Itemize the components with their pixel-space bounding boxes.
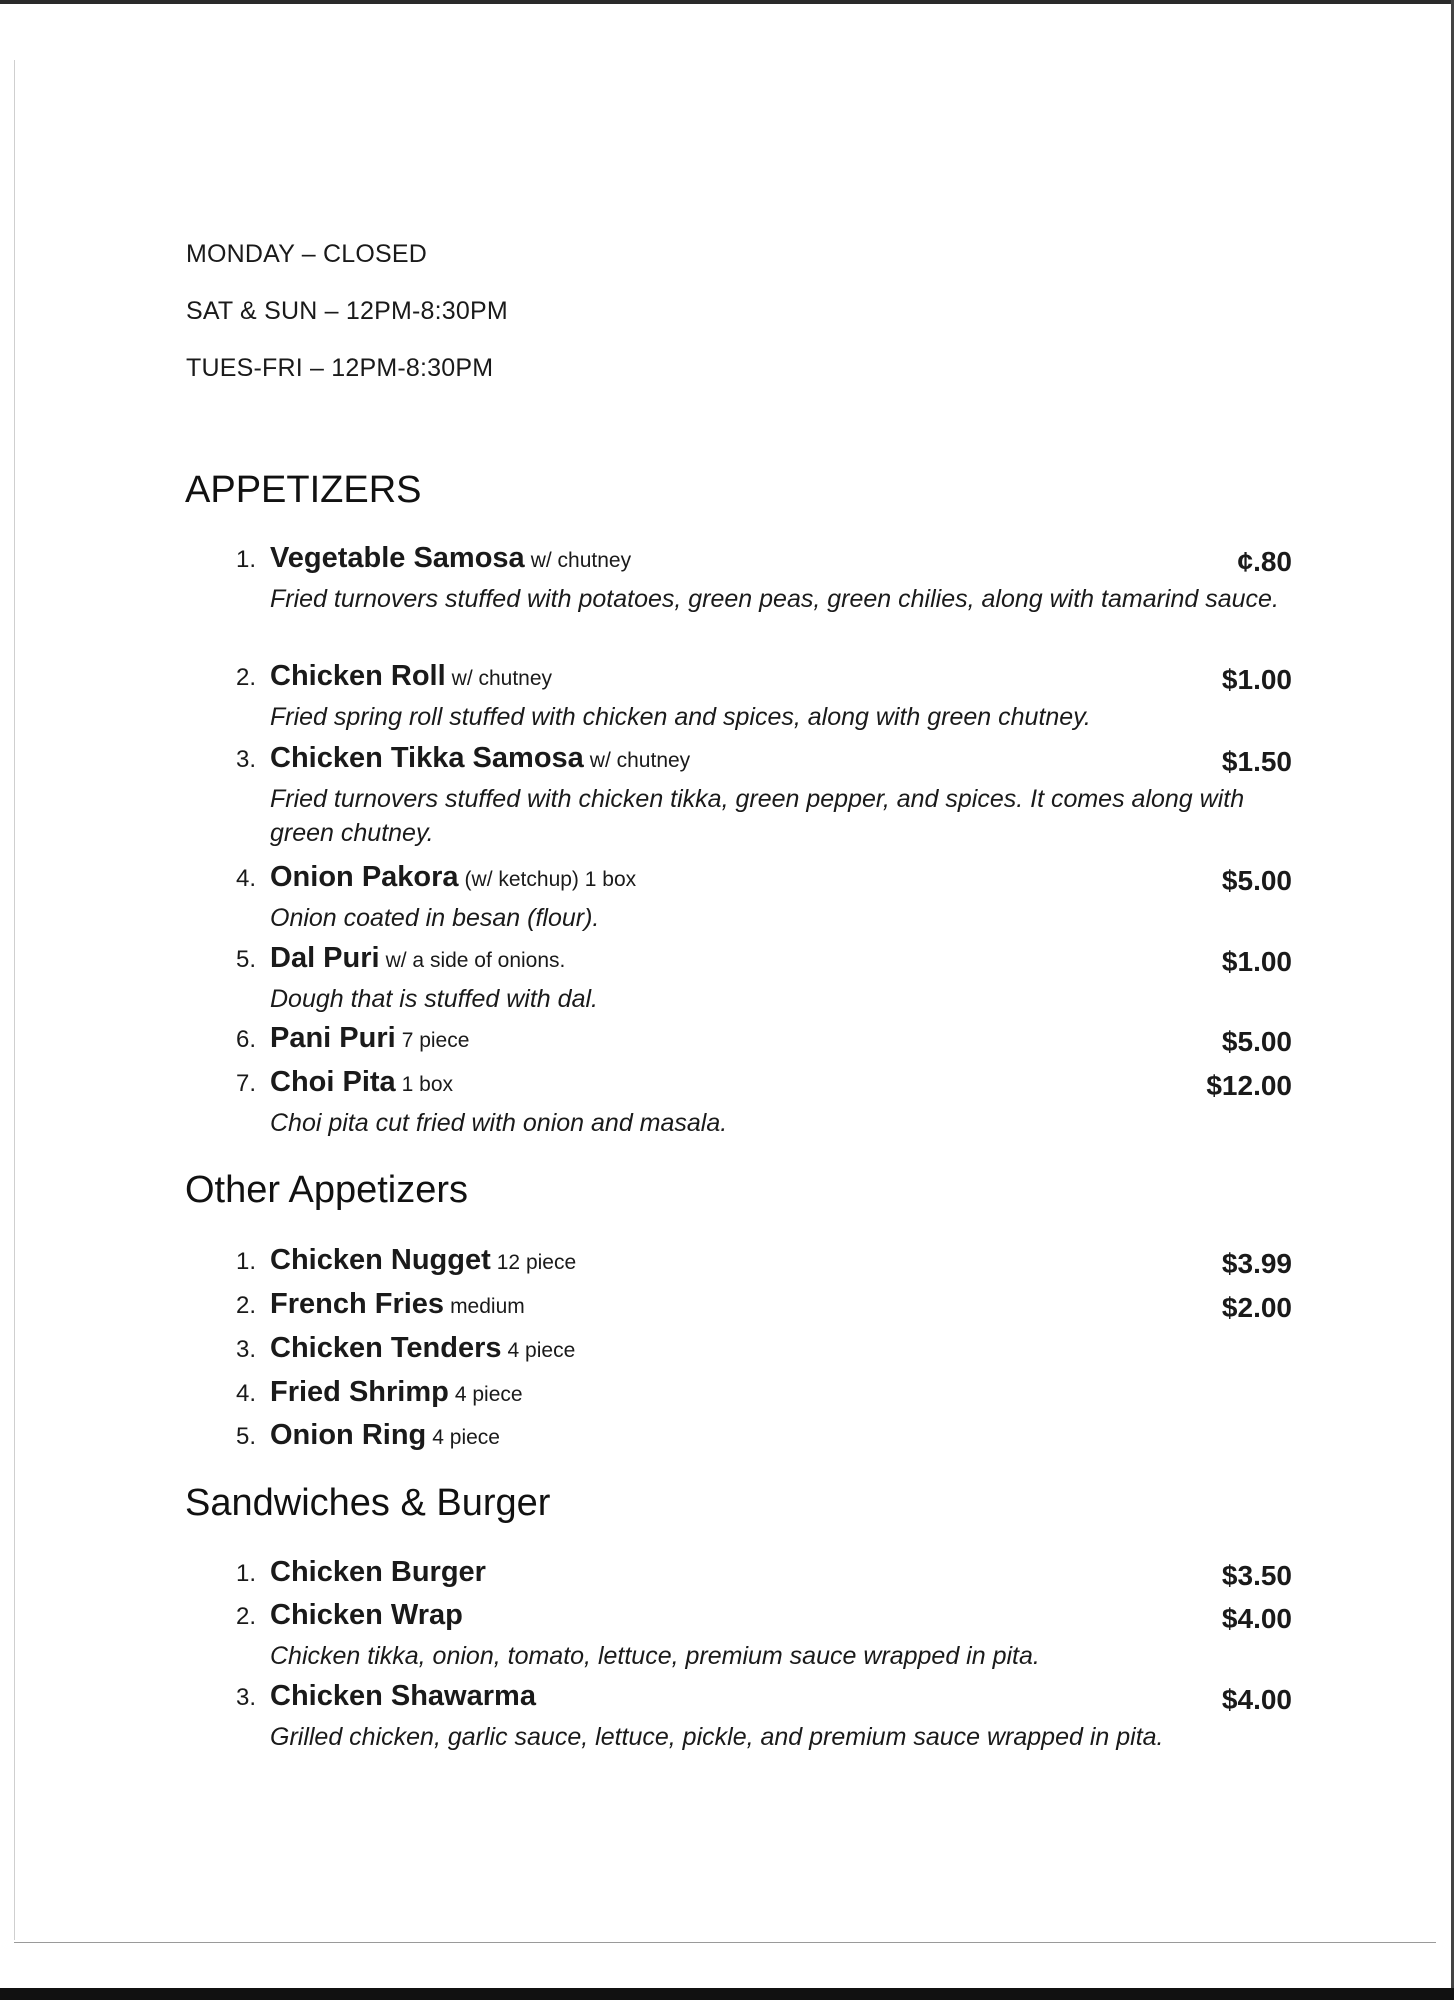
item-name: Vegetable Samosa w/ chutney: [270, 542, 632, 574]
item-number: 3.: [235, 1684, 256, 1711]
item-price: $1.00: [1221, 946, 1292, 977]
item-note: w/ chutney: [589, 749, 691, 772]
item-price: $5.00: [1221, 1026, 1292, 1057]
section-title-other-appetizers: Other Appetizers: [185, 1169, 469, 1211]
item-number: 5.: [235, 946, 256, 973]
item-note: 7 piece: [401, 1029, 470, 1052]
item-note: 4 piece: [454, 1383, 523, 1406]
item-number: 2.: [235, 664, 256, 691]
hours-monday: MONDAY – CLOSED: [186, 240, 428, 268]
item-name: Chicken Tenders 4 piece: [270, 1332, 576, 1364]
item-note: 4 piece: [507, 1339, 576, 1362]
scan-edge-top: [0, 0, 1454, 4]
item-name: Chicken Nugget 12 piece: [270, 1244, 577, 1276]
item-name: Chicken Roll w/ chutney: [270, 660, 553, 692]
business-hours: [186, 236, 508, 407]
hours-weekend: SAT & SUN – 12PM-8:30PM: [186, 297, 508, 325]
item-name: Chicken Tikka Samosa w/ chutney: [270, 742, 691, 774]
scan-line-bottom: [14, 1942, 1436, 1943]
item-description: Grilled chicken, garlic sauce, lettuce, pickle, and premium sauce wrapped in pita.: [270, 1723, 1164, 1751]
item-note: 4 piece: [432, 1426, 500, 1449]
item-number: 2.: [235, 1292, 256, 1319]
item-description: Chicken tikka, onion, tomato, lettuce, premium sauce wrapped in pita.: [270, 1642, 1040, 1670]
item-note: 12 piece: [496, 1251, 577, 1274]
item-name: Chicken Burger: [270, 1556, 486, 1588]
item-number: 1.: [235, 1248, 256, 1275]
item-note: 1 box: [401, 1073, 454, 1096]
hours-weekdays: TUES-FRI – 12PM-8:30PM: [186, 354, 494, 382]
item-number: 3.: [235, 746, 256, 773]
item-price: $3.50: [1221, 1560, 1292, 1591]
item-description: Dough that is stuffed with dal.: [270, 985, 598, 1013]
item-note: w/ a side of onions.: [385, 949, 566, 972]
item-price: $1.50: [1221, 746, 1292, 777]
item-number: 5.: [235, 1423, 256, 1450]
item-note: medium: [450, 1295, 525, 1318]
item-price: $2.00: [1221, 1292, 1292, 1323]
item-name: Chicken Wrap: [270, 1599, 463, 1631]
item-price: $4.00: [1221, 1603, 1292, 1634]
item-description: Choi pita cut fried with onion and masala.: [270, 1109, 728, 1137]
item-price: $3.99: [1221, 1248, 1292, 1279]
item-number: 4.: [235, 1380, 256, 1407]
item-name: Fried Shrimp 4 piece: [270, 1376, 523, 1408]
scan-edge-bottom: [0, 1988, 1454, 2000]
item-name: Onion Ring 4 piece: [270, 1419, 500, 1451]
item-price: $1.00: [1221, 664, 1292, 695]
item-number: 2.: [235, 1603, 256, 1630]
item-number: 4.: [235, 865, 256, 892]
item-name: Choi Pita 1 box: [270, 1066, 454, 1098]
item-description: Fried spring roll stuffed with chicken and spices, along with green chutney.: [270, 703, 1091, 731]
section-title-sandwiches: Sandwiches & Burger: [185, 1482, 551, 1524]
item-description: Fried turnovers stuffed with chicken tikka, green pepper, and spices. It comes along with green chutney.: [270, 785, 1245, 847]
section-title-appetizers: APPETIZERS: [185, 469, 422, 511]
item-name: Chicken Shawarma: [270, 1680, 536, 1712]
item-name: Dal Puri w/ a side of onions.: [270, 942, 566, 974]
item-number: 3.: [235, 1336, 256, 1363]
item-price: $5.00: [1221, 865, 1292, 896]
item-price: $4.00: [1221, 1684, 1292, 1715]
item-name: Onion Pakora (w/ ketchup) 1 box: [270, 861, 637, 893]
item-description: Fried turnovers stuffed with potatoes, green peas, green chilies, along with tamarind sauce.: [270, 585, 1279, 613]
item-note: w/ chutney: [530, 549, 632, 572]
item-number: 1.: [235, 546, 256, 573]
item-name: Pani Puri 7 piece: [270, 1022, 470, 1054]
item-number: 7.: [235, 1070, 256, 1097]
item-price: $12.00: [1206, 1070, 1292, 1101]
item-price: ¢.80: [1237, 546, 1292, 577]
item-note: (w/ ketchup) 1 box: [464, 868, 637, 891]
item-note: w/ chutney: [451, 667, 553, 690]
item-number: 1.: [235, 1560, 256, 1587]
item-description: Onion coated in besan (flour).: [270, 904, 600, 932]
item-number: 6.: [235, 1026, 256, 1053]
item-name: French Fries medium: [270, 1288, 525, 1320]
scan-edge-left: [14, 60, 15, 1940]
